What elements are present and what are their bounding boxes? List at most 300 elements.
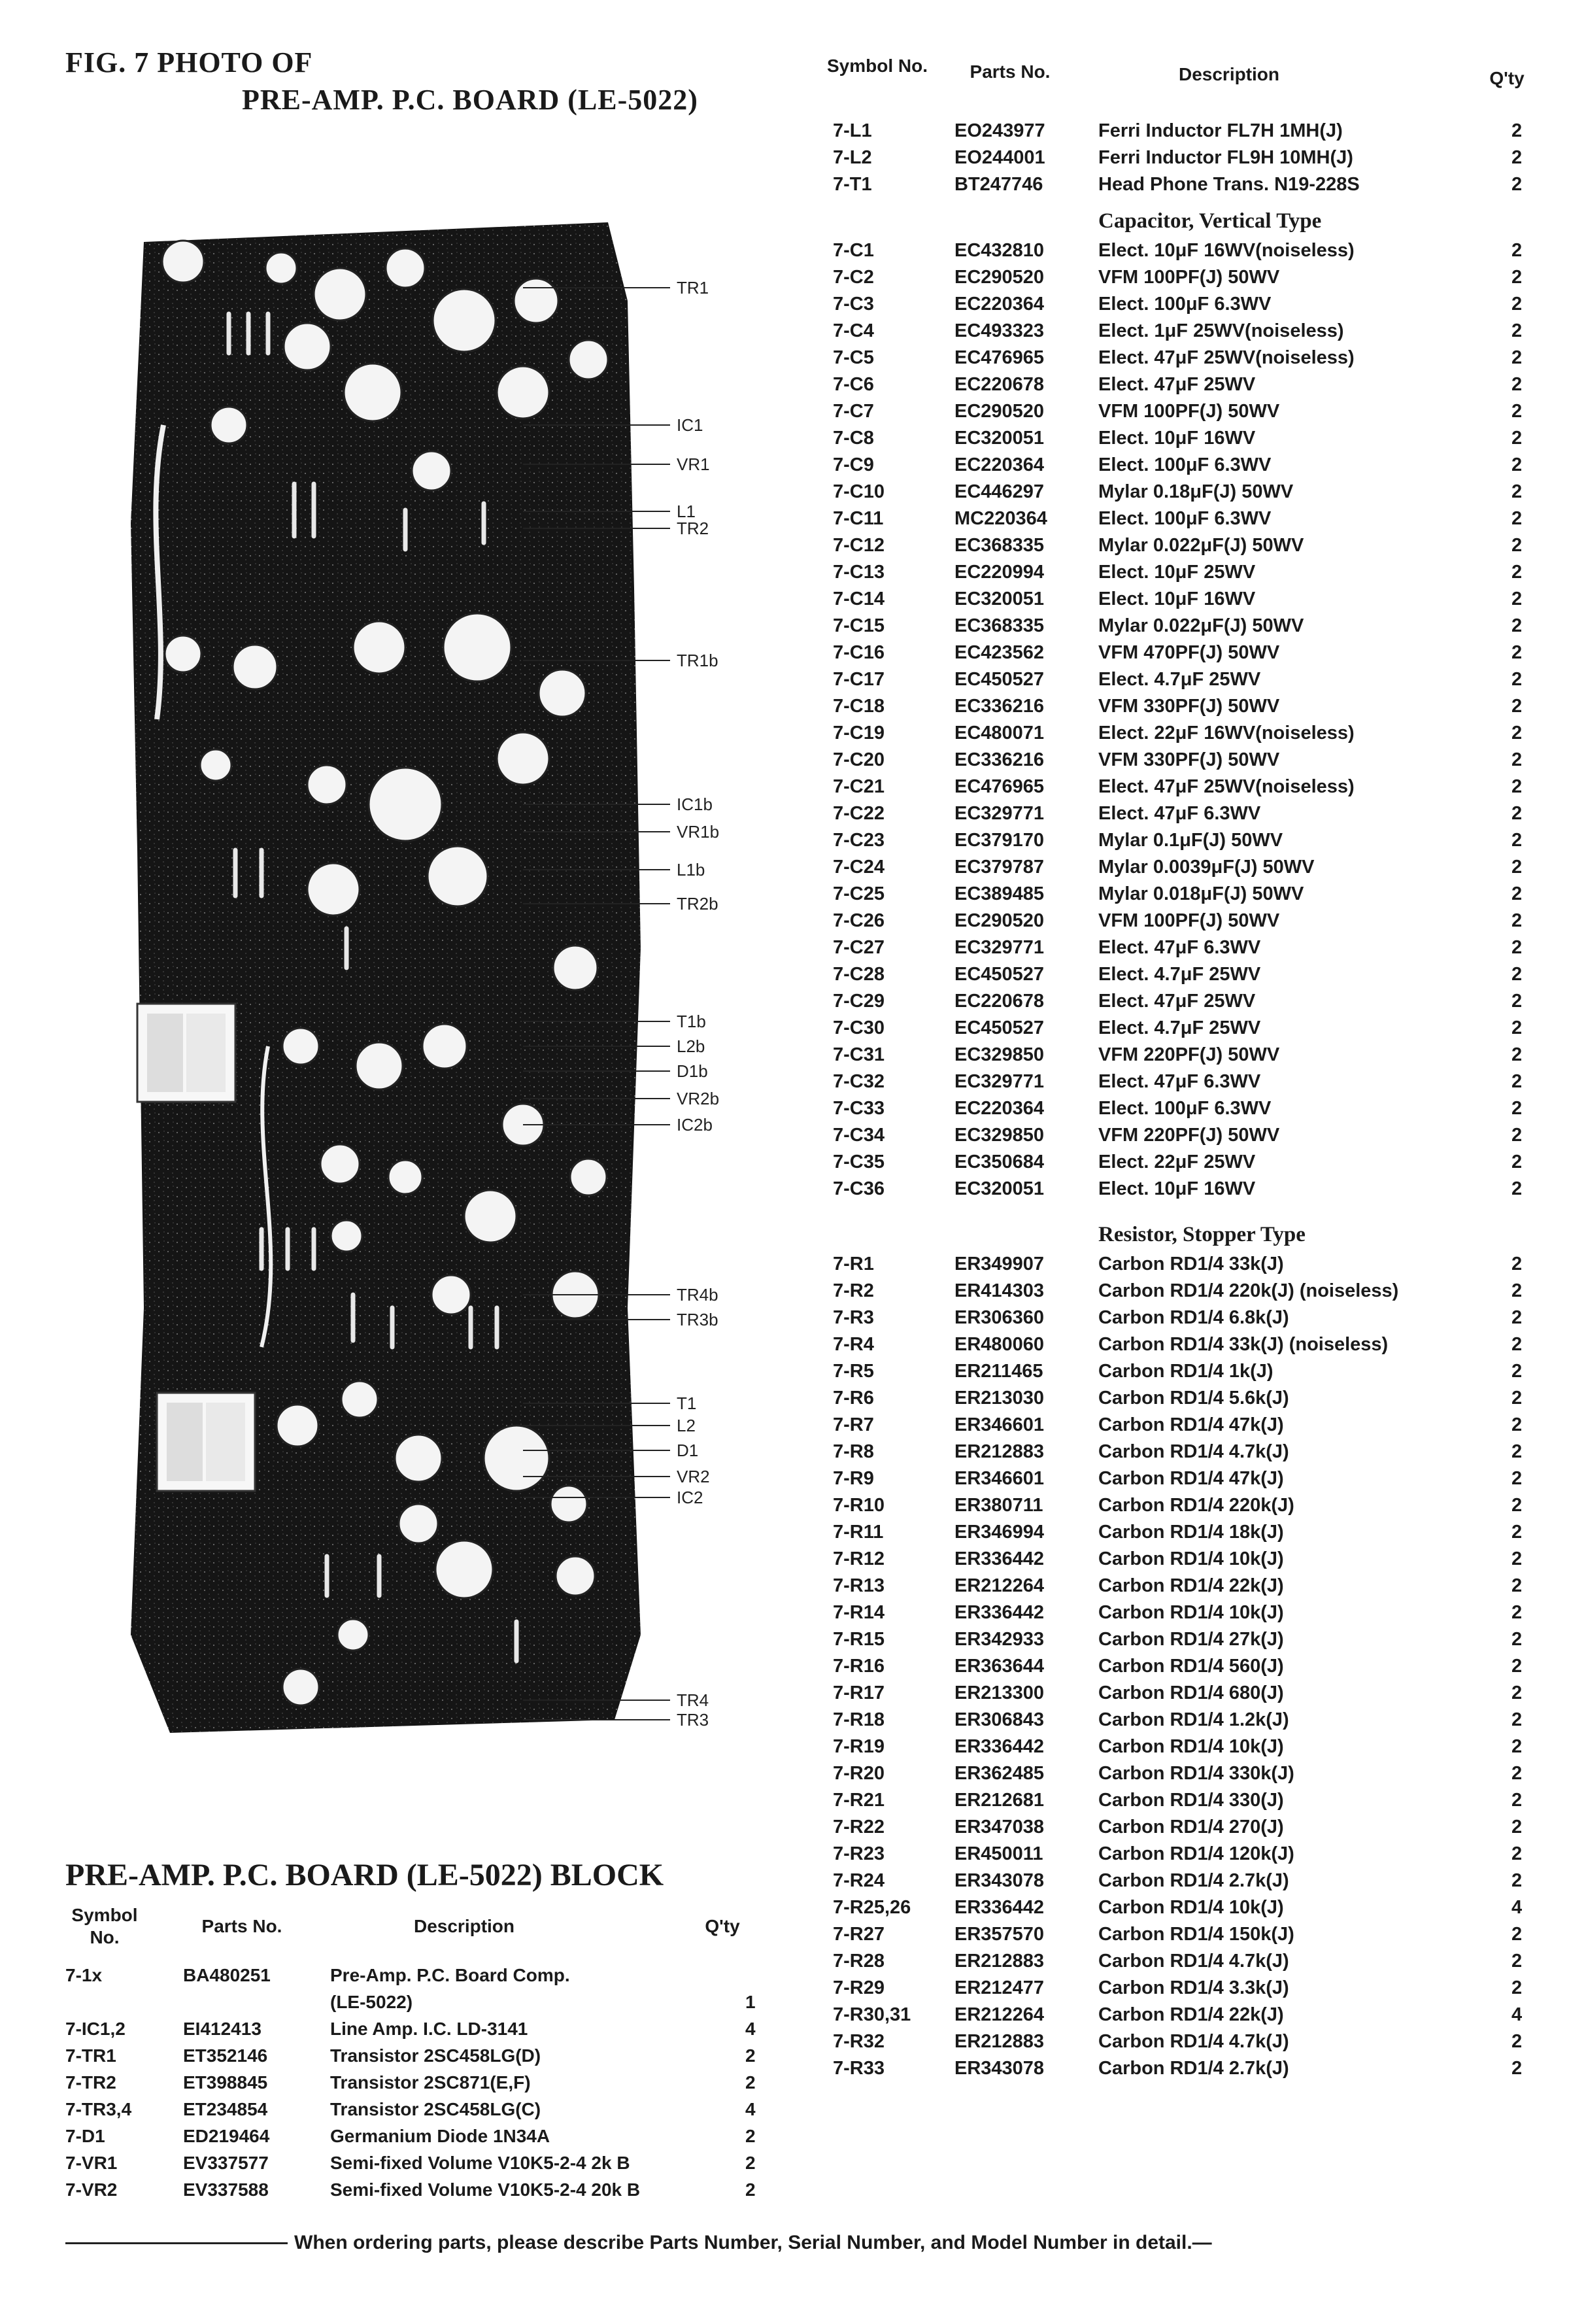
resistor-row-parts-no: ER349907 <box>954 1254 1045 1274</box>
capacitor-row-description: Elect. 47μF 25WV(noiseless) <box>1098 347 1355 368</box>
block-header-description: Description <box>413 1916 515 1936</box>
resistor-row-qty: 2 <box>1511 1763 1523 1784</box>
resistor-row-parts-no: ER346601 <box>954 1468 1045 1489</box>
resistor-row-parts-no: ER347038 <box>954 1817 1045 1837</box>
capacitor-row-qty: 2 <box>1511 1071 1523 1092</box>
capacitor-row-description: Mylar 0.022μF(J) 50WV <box>1098 615 1304 636</box>
block-row-qty: 2 <box>745 2153 756 2173</box>
capacitor-row-description: Elect. 47μF 25WV <box>1098 991 1256 1012</box>
resistor-row-description: Carbon RD1/4 270(J) <box>1098 1817 1284 1837</box>
pcb-component-mark <box>331 1220 362 1252</box>
resistor-row <box>824 2055 1556 2082</box>
part-row-qty: 2 <box>1511 147 1523 168</box>
capacitor-row-symbol: 7-C28 <box>833 964 885 985</box>
col-header-description: Description <box>1178 64 1280 84</box>
resistor-row-symbol: 7-R27 <box>833 1924 885 1945</box>
resistor-row-description: Carbon RD1/4 3.3k(J) <box>1098 1977 1289 1998</box>
pcb-component-mark <box>314 268 366 320</box>
resistor-row-symbol: 7-R28 <box>833 1951 885 1972</box>
figure-title-line1: FIG. 7 PHOTO OF <box>65 46 313 78</box>
pcb-component-mark <box>265 252 297 284</box>
capacitor-row-description: Mylar 0.022μF(J) 50WV <box>1098 535 1304 556</box>
resistor-row <box>824 1814 1556 1841</box>
resistor-row-symbol: 7-R11 <box>833 1522 884 1543</box>
resistor-row <box>824 1305 1556 1331</box>
block-row-description: Line Amp. I.C. LD-3141 <box>330 2019 528 2039</box>
resistor-row-symbol: 7-R24 <box>833 1870 885 1891</box>
pcb-component-mark <box>433 289 496 352</box>
capacitor-row-qty: 2 <box>1511 347 1523 368</box>
capacitor-row-parts-no: EC290520 <box>954 267 1045 288</box>
block-row-qty: 4 <box>745 2099 756 2119</box>
block-row-description: Germanium Diode 1N34A <box>330 2126 550 2146</box>
resistor-row-qty: 2 <box>1511 1709 1523 1730</box>
col-header-parts-no: Parts No. <box>970 61 1051 82</box>
pcb-component-mark <box>337 1619 369 1650</box>
resistor-row <box>824 1358 1556 1385</box>
resistor-row-qty: 2 <box>1511 1817 1523 1837</box>
part-row-symbol: 7-L1 <box>833 120 872 141</box>
pcb-component-mark <box>422 1024 467 1068</box>
block-row-description: Semi-fixed Volume V10K5-2-4 2k B <box>330 2153 630 2173</box>
resistor-row-symbol: 7-R19 <box>833 1736 885 1757</box>
capacitor-row-symbol: 7-C24 <box>833 857 885 878</box>
capacitor-row-qty: 2 <box>1511 937 1523 958</box>
resistor-row-symbol: 7-R13 <box>833 1575 885 1596</box>
capacitor-row <box>824 559 1556 586</box>
resistor-row-description: Carbon RD1/4 10k(J) <box>1098 1548 1284 1569</box>
capacitor-row-qty: 2 <box>1511 1044 1523 1065</box>
block-row-symbol: 7-IC1,2 <box>65 2019 126 2039</box>
resistor-row-parts-no: ER450011 <box>954 1843 1043 1864</box>
pcb-component-mark <box>277 1405 318 1446</box>
capacitor-row-description: VFM 220PF(J) 50WV <box>1098 1044 1280 1065</box>
capacitor-row-qty: 2 <box>1511 401 1523 422</box>
capacitor-row-symbol: 7-C5 <box>833 347 874 368</box>
pcb-component-mark <box>539 670 586 717</box>
capacitor-row-parts-no: EC220678 <box>954 991 1045 1012</box>
capacitor-row-symbol: 7-C10 <box>833 481 885 502</box>
block-row-parts-no: ED219464 <box>183 2126 270 2146</box>
capacitor-row-parts-no: EC379787 <box>954 857 1045 878</box>
footer-rule <box>65 2242 288 2244</box>
part-row-parts-no: EO244001 <box>954 147 1045 168</box>
resistor-row <box>824 1546 1556 1573</box>
callout-label: TR3 <box>677 1710 709 1730</box>
capacitor-row-parts-no: EC446297 <box>954 481 1045 502</box>
resistor-row-qty: 2 <box>1511 1870 1523 1891</box>
capacitor-row-description: VFM 470PF(J) 50WV <box>1098 642 1280 663</box>
capacitor-row-qty: 2 <box>1511 830 1523 851</box>
callout-label: VR2b <box>677 1089 720 1108</box>
callout-label: D1 <box>677 1441 699 1460</box>
capacitor-row <box>824 640 1556 666</box>
block-row-qty: 2 <box>745 2179 756 2200</box>
block-header-parts-no: Parts No. <box>201 1916 282 1936</box>
footer-text: When ordering parts, please describe Parts Number, Serial Number, and Model Number in detail.— <box>294 2232 1212 2253</box>
part-row-description: Ferri Inductor FL7H 1MH(J) <box>1098 120 1343 141</box>
capacitor-row-description: Mylar 0.18μF(J) 50WV <box>1098 481 1294 502</box>
callout-label: VR1b <box>677 822 720 842</box>
pcb-component-mark <box>344 364 401 421</box>
block-row <box>65 2096 765 2123</box>
callout-label: L2 <box>677 1416 696 1435</box>
block-row-symbol: 7-TR1 <box>65 2045 116 2066</box>
callout-label: L1b <box>677 860 705 880</box>
resistor-row-symbol: 7-R18 <box>833 1709 885 1730</box>
resistor-row-parts-no: ER343078 <box>954 2058 1045 2079</box>
resistor-row-symbol: 7-R33 <box>833 2058 885 2079</box>
resistor-row <box>824 1385 1556 1412</box>
capacitor-row-description: Elect. 4.7μF 25WV <box>1098 1017 1261 1038</box>
block-row <box>65 2176 765 2203</box>
block-row-parts-no: ET352146 <box>183 2045 268 2066</box>
capacitor-row-description: Elect. 47μF 6.3WV <box>1098 937 1261 958</box>
resistor-group <box>824 1251 1556 2082</box>
capacitor-row-symbol: 7-C30 <box>833 1017 885 1038</box>
resistor-row <box>824 1573 1556 1599</box>
capacitor-row <box>824 1122 1556 1149</box>
block-row-qty: 1 <box>745 1992 756 2012</box>
resistor-row-description: Carbon RD1/4 10k(J) <box>1098 1897 1284 1918</box>
resistor-row-parts-no: ER363644 <box>954 1656 1045 1677</box>
resistor-row-symbol: 7-R22 <box>833 1817 885 1837</box>
capacitor-row-symbol: 7-C23 <box>833 830 885 851</box>
pcb-component-mark <box>570 1159 607 1195</box>
resistor-row <box>824 1975 1556 2002</box>
pcb-component-mark <box>412 451 451 490</box>
resistor-row-symbol: 7-R9 <box>833 1468 874 1489</box>
resistor-row-description: Carbon RD1/4 10k(J) <box>1098 1602 1284 1623</box>
capacitor-row-parts-no: MC220364 <box>954 508 1047 529</box>
capacitor-row <box>824 1095 1556 1122</box>
pcb-component-mark <box>162 241 204 282</box>
resistor-row-description: Carbon RD1/4 560(J) <box>1098 1656 1284 1677</box>
capacitor-row-parts-no: EC329850 <box>954 1044 1045 1065</box>
capacitor-row-description: VFM 330PF(J) 50WV <box>1098 696 1280 717</box>
capacitor-row-parts-no: EC329771 <box>954 937 1045 958</box>
resistor-row-symbol: 7-R8 <box>833 1441 874 1462</box>
capacitor-row-symbol: 7-C12 <box>833 535 885 556</box>
pcb-component-mark <box>341 1381 378 1418</box>
resistor-row-symbol: 7-R12 <box>833 1548 885 1569</box>
resistor-row-qty: 2 <box>1511 1924 1523 1945</box>
resistor-row-symbol: 7-R20 <box>833 1763 885 1784</box>
capacitor-row-symbol: 7-C35 <box>833 1152 885 1172</box>
resistor-row-qty: 2 <box>1511 1280 1523 1301</box>
capacitor-row-parts-no: EC389485 <box>954 883 1045 904</box>
capacitor-row-qty: 2 <box>1511 320 1523 341</box>
resistor-row-symbol: 7-R14 <box>833 1602 885 1623</box>
parts-top-group <box>824 118 1556 198</box>
resistor-row <box>824 1707 1556 1734</box>
callout-label: IC2b <box>677 1115 713 1135</box>
capacitor-row-parts-no: EC336216 <box>954 696 1045 717</box>
resistor-row-qty: 2 <box>1511 1736 1523 1757</box>
capacitor-row-parts-no: EC220994 <box>954 562 1045 583</box>
figure-title-line2: PRE-AMP. P.C. BOARD (LE-5022) <box>242 84 698 116</box>
resistor-row-qty: 2 <box>1511 1629 1523 1650</box>
resistor-row-description: Carbon RD1/4 1.2k(J) <box>1098 1709 1289 1730</box>
capacitor-row <box>824 1149 1556 1176</box>
pcb-component-mark <box>307 863 360 915</box>
callout-label: TR1 <box>677 278 709 298</box>
capacitor-row-description: Elect. 10μF 16WV(noiseless) <box>1098 240 1355 261</box>
resistor-row-symbol: 7-R4 <box>833 1334 874 1355</box>
capacitor-row <box>824 318 1556 345</box>
capacitor-row-parts-no: EC290520 <box>954 401 1045 422</box>
resistor-row <box>824 1734 1556 1760</box>
capacitor-row-qty: 2 <box>1511 1125 1523 1146</box>
resistor-row-description: Carbon RD1/4 33k(J) (noiseless) <box>1098 1334 1389 1355</box>
resistor-row-symbol: 7-R3 <box>833 1307 874 1328</box>
resistor-row-qty: 2 <box>1511 1575 1523 1596</box>
resistor-row-qty: 2 <box>1511 1951 1523 1972</box>
resistor-row-qty: 2 <box>1511 1843 1523 1864</box>
capacitor-row-description: Elect. 4.7μF 25WV <box>1098 964 1261 985</box>
capacitor-row-description: VFM 100PF(J) 50WV <box>1098 401 1280 422</box>
resistor-row-symbol: 7-R32 <box>833 2031 885 2052</box>
callout-label: L1 <box>677 502 696 521</box>
resistor-row-description: Carbon RD1/4 18k(J) <box>1098 1522 1284 1543</box>
capacitor-row-symbol: 7-C1 <box>833 240 874 261</box>
capacitor-row <box>824 532 1556 559</box>
resistor-row-parts-no: ER480060 <box>954 1334 1045 1355</box>
block-row-description: Transistor 2SC871(E,F) <box>330 2072 531 2093</box>
block-row <box>65 1962 765 1989</box>
capacitor-row-qty: 2 <box>1511 454 1523 475</box>
col-header-qty: Q'ty <box>1489 68 1525 88</box>
block-row-symbol: 7-D1 <box>65 2126 105 2146</box>
capacitor-row-qty: 2 <box>1511 910 1523 931</box>
pcb-component-mark <box>435 1541 493 1598</box>
resistor-row-qty: 2 <box>1511 1468 1523 1489</box>
resistor-row-parts-no: ER362485 <box>954 1763 1045 1784</box>
block-row <box>65 2015 765 2042</box>
capacitor-row <box>824 1015 1556 1042</box>
block-list <box>65 1962 765 2203</box>
resistor-row-parts-no: ER357570 <box>954 1924 1045 1945</box>
resistor-row-parts-no: ER336442 <box>954 1736 1045 1757</box>
resistor-row-description: Carbon RD1/4 47k(J) <box>1098 1468 1284 1489</box>
capacitor-row-description: VFM 100PF(J) 50WV <box>1098 267 1280 288</box>
resistor-row-parts-no: ER306843 <box>954 1709 1045 1730</box>
capacitor-row <box>824 425 1556 452</box>
capacitor-row-symbol: 7-C14 <box>833 589 885 609</box>
capacitor-row <box>824 264 1556 291</box>
capacitor-row-parts-no: EC493323 <box>954 320 1045 341</box>
capacitor-row-qty: 2 <box>1511 428 1523 449</box>
capacitor-row-qty: 2 <box>1511 535 1523 556</box>
capacitor-row-symbol: 7-C20 <box>833 749 885 770</box>
pcb-component-mark <box>556 1556 595 1596</box>
resistor-row-qty: 2 <box>1511 1790 1523 1811</box>
resistor-row-symbol: 7-R17 <box>833 1683 885 1703</box>
block-title: PRE-AMP. P.C. BOARD (LE-5022) BLOCK <box>65 1858 664 1892</box>
resistor-row-symbol: 7-R23 <box>833 1843 885 1864</box>
resistor-row-qty: 2 <box>1511 2031 1523 2052</box>
capacitor-row-qty: 2 <box>1511 1178 1523 1199</box>
resistor-row-symbol: 7-R21 <box>833 1790 885 1811</box>
resistor-row-symbol: 7-R5 <box>833 1361 874 1382</box>
capacitor-row <box>824 586 1556 613</box>
capacitor-row-qty: 2 <box>1511 883 1523 904</box>
pcb-component-mark <box>369 768 442 841</box>
resistor-row <box>824 1653 1556 1680</box>
resistor-row-description: Carbon RD1/4 330k(J) <box>1098 1763 1294 1784</box>
resistor-row <box>824 1439 1556 1465</box>
pcb-component-mark <box>353 621 405 674</box>
capacitor-row-description: Elect. 10μF 16WV <box>1098 1178 1256 1199</box>
resistor-row-qty: 2 <box>1511 2058 1523 2079</box>
resistor-row-parts-no: ER346994 <box>954 1522 1045 1543</box>
resistor-row <box>824 1519 1556 1546</box>
pcb-component-mark <box>282 1028 319 1065</box>
capacitor-row-parts-no: EC336216 <box>954 749 1045 770</box>
callout-label: L2b <box>677 1036 705 1056</box>
block-row-symbol: 7-1x <box>65 1965 103 1985</box>
capacitor-row-parts-no: EC320051 <box>954 428 1045 449</box>
col-header-symbol: Symbol No. <box>826 56 928 76</box>
capacitor-row-description: Elect. 10μF 16WV <box>1098 428 1256 449</box>
capacitor-row-description: Elect. 47μF 25WV(noiseless) <box>1098 776 1355 797</box>
resistor-row-qty: 2 <box>1511 1977 1523 1998</box>
capacitor-row-parts-no: EC290520 <box>954 910 1045 931</box>
capacitor-row-symbol: 7-C33 <box>833 1098 885 1119</box>
resistor-row-description: Carbon RD1/4 4.7k(J) <box>1098 1441 1289 1462</box>
resistor-row <box>824 1841 1556 1868</box>
capacitor-row-qty: 2 <box>1511 749 1523 770</box>
resistor-row-symbol: 7-R2 <box>833 1280 874 1301</box>
capacitor-row <box>824 505 1556 532</box>
capacitor-row <box>824 613 1556 640</box>
capacitor-row <box>824 800 1556 827</box>
capacitor-row <box>824 291 1556 318</box>
resistor-row-qty: 2 <box>1511 1414 1523 1435</box>
capacitor-row-parts-no: EC368335 <box>954 535 1045 556</box>
resistor-row-description: Carbon RD1/4 150k(J) <box>1098 1924 1294 1945</box>
capacitor-row-qty: 2 <box>1511 1098 1523 1119</box>
capacitor-row-symbol: 7-C27 <box>833 937 885 958</box>
capacitor-row <box>824 1068 1556 1095</box>
block-row-parts-no: ET234854 <box>183 2099 268 2119</box>
pcb-component-mark <box>200 749 231 781</box>
pcb-component-mark <box>165 636 201 672</box>
resistor-row-description: Carbon RD1/4 4.7k(J) <box>1098 2031 1289 2052</box>
pcb-component-mark <box>514 279 558 323</box>
resistor-row-symbol: 7-R1 <box>833 1254 874 1274</box>
capacitor-row-qty: 2 <box>1511 991 1523 1012</box>
capacitor-row-qty: 2 <box>1511 669 1523 690</box>
resistor-row-parts-no: ER212477 <box>954 1977 1045 1998</box>
callout-label: VR1 <box>677 454 710 474</box>
pcb-photo <box>65 196 752 1772</box>
capacitor-row-parts-no: EC220364 <box>954 1098 1045 1119</box>
capacitor-row-description: Elect. 22μF 25WV <box>1098 1152 1256 1172</box>
capacitor-row <box>824 854 1556 881</box>
capacitor-row-parts-no: EC329771 <box>954 803 1045 824</box>
part-row <box>824 118 1556 145</box>
capacitor-row-symbol: 7-C18 <box>833 696 885 717</box>
resistor-row-qty: 2 <box>1511 1495 1523 1516</box>
resistor-section-title: Resistor, Stopper Type <box>1098 1223 1306 1246</box>
resistor-row-parts-no: ER414303 <box>954 1280 1045 1301</box>
block-row-qty: 4 <box>745 2019 756 2039</box>
capacitor-row <box>824 1176 1556 1203</box>
resistor-row <box>824 1626 1556 1653</box>
capacitor-row-symbol: 7-C7 <box>833 401 874 422</box>
resistor-row-parts-no: ER212264 <box>954 1575 1045 1596</box>
resistor-row-qty: 2 <box>1511 1307 1523 1328</box>
resistor-row <box>824 1760 1556 1787</box>
capacitor-row-description: Elect. 22μF 16WV(noiseless) <box>1098 723 1355 743</box>
resistor-row-description: Carbon RD1/4 10k(J) <box>1098 1736 1284 1757</box>
capacitor-row-parts-no: EC320051 <box>954 589 1045 609</box>
capacitor-row <box>824 908 1556 934</box>
resistor-row-qty: 2 <box>1511 1548 1523 1569</box>
capacitor-row-symbol: 7-C13 <box>833 562 885 583</box>
capacitor-row-qty: 2 <box>1511 1152 1523 1172</box>
capacitor-row-description: Elect. 100μF 6.3WV <box>1098 454 1272 475</box>
block-row-description: Semi-fixed Volume V10K5-2-4 20k B <box>330 2179 641 2200</box>
capacitor-row <box>824 398 1556 425</box>
capacitor-row <box>824 371 1556 398</box>
block-row-qty: 2 <box>745 2045 756 2066</box>
pcb-component-mark <box>395 1435 442 1482</box>
capacitor-row-parts-no: EC379170 <box>954 830 1045 851</box>
capacitor-row-symbol: 7-C17 <box>833 669 885 690</box>
resistor-row <box>824 1251 1556 1278</box>
block-row-description: Transistor 2SC458LG(D) <box>330 2045 541 2066</box>
capacitor-row-symbol: 7-C6 <box>833 374 874 395</box>
resistor-row-description: Carbon RD1/4 220k(J) (noiseless) <box>1098 1280 1399 1301</box>
resistor-row-description: Carbon RD1/4 22k(J) <box>1098 2004 1284 2025</box>
pcb-component-mark <box>233 645 277 689</box>
callout-label: TR2b <box>677 894 718 914</box>
capacitor-row-symbol: 7-C3 <box>833 294 874 315</box>
capacitor-row-symbol: 7-C25 <box>833 883 885 904</box>
capacitor-row-parts-no: EC432810 <box>954 240 1045 261</box>
resistor-row <box>824 1492 1556 1519</box>
resistor-row-description: Carbon RD1/4 22k(J) <box>1098 1575 1284 1596</box>
resistor-row-parts-no: ER211465 <box>954 1361 1043 1382</box>
capacitor-row-parts-no: EC450527 <box>954 1017 1045 1038</box>
capacitor-row-symbol: 7-C29 <box>833 991 885 1012</box>
capacitor-row-description: Elect. 47μF 6.3WV <box>1098 803 1261 824</box>
capacitor-row-symbol: 7-C4 <box>833 320 874 341</box>
callout-label: T1 <box>677 1393 697 1413</box>
part-row-qty: 2 <box>1511 120 1523 141</box>
resistor-row-qty: 4 <box>1511 1897 1523 1918</box>
resistor-row <box>824 1412 1556 1439</box>
pcb-component-mark <box>443 613 511 681</box>
capacitor-row <box>824 479 1556 505</box>
capacitor-row-parts-no: EC320051 <box>954 1178 1045 1199</box>
callout-label: IC1 <box>677 415 703 435</box>
resistor-row <box>824 1894 1556 1921</box>
resistor-row-qty: 2 <box>1511 1522 1523 1543</box>
block-row <box>65 2042 765 2069</box>
pcb-component-mark <box>211 407 247 443</box>
capacitor-row-parts-no: EC476965 <box>954 347 1045 368</box>
capacitor-row-qty: 2 <box>1511 964 1523 985</box>
pcb-component-mark <box>550 1486 587 1522</box>
resistor-row-description: Carbon RD1/4 4.7k(J) <box>1098 1951 1289 1972</box>
capacitor-row-symbol: 7-C21 <box>833 776 885 797</box>
resistor-row <box>824 2028 1556 2055</box>
resistor-row <box>824 1787 1556 1814</box>
resistor-row-qty: 2 <box>1511 1683 1523 1703</box>
